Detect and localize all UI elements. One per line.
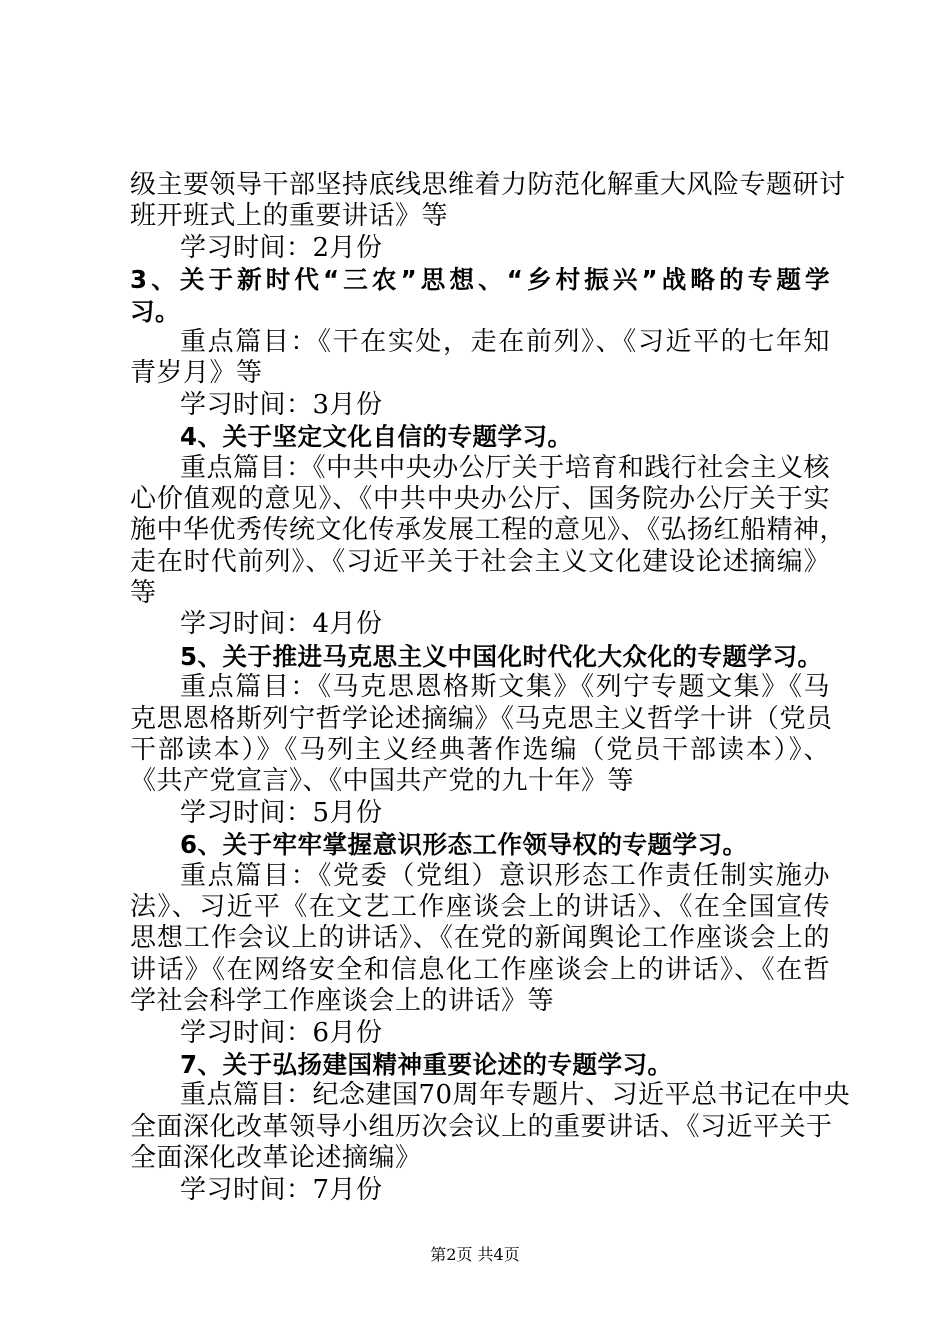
section-heading-line: 4、关于坚定文化自信的专题学习。 xyxy=(180,422,573,452)
text-line: 学习时间：7月份 xyxy=(180,1174,383,1205)
text-line: 思想工作会议上的讲话》、《在党的新闻舆论工作座谈会上的 xyxy=(130,923,830,954)
text-line: 学社会科学工作座谈会上的讲话》等 xyxy=(130,986,555,1017)
text-line: 等 xyxy=(130,578,157,609)
text-line: 讲话》《在网络安全和信息化工作座谈会上的讲话》、《在哲 xyxy=(130,954,830,985)
text-line: 级主要领导干部坚持底线思维着力防范化解重大风险专题研讨 xyxy=(130,170,846,200)
text-line: 《共产党宣言》、《中国共产党的九十年》等 xyxy=(130,766,635,797)
text-line: 学习时间：6月份 xyxy=(180,1017,383,1048)
text-line: 学习时间：4月份 xyxy=(180,609,383,640)
text-line: 干部读本）》《马列主义经典著作选编（党员干部读本）》、 xyxy=(130,735,830,766)
text-line: 走在时代前列》、《习近平关于社会主义文化建设论述摘编》 xyxy=(130,546,830,577)
text-line: 法》、习近平《在文艺工作座谈会上的讲话》、《在全国宣传 xyxy=(130,891,830,922)
text-line: 学习时间：2月份 xyxy=(180,232,383,263)
document-body xyxy=(130,170,851,1206)
page-footer: 第2页 共4页 xyxy=(430,1245,520,1264)
text-line: 重点篇目：《干在实处，走在前列》、《习近平的七年知 xyxy=(180,326,830,357)
text-line: 重点篇目：纪念建国70周年专题片、习近平总书记在中央 xyxy=(180,1080,851,1111)
section-heading-line: 6、关于牢牢掌握意识形态工作领导权的专题学习。 xyxy=(180,830,748,860)
text-line: 班开班式上的重要讲话》等 xyxy=(130,201,449,232)
text-line: 全面深化改革论述摘编》 xyxy=(130,1143,422,1174)
text-line: 学习时间：5月份 xyxy=(180,797,383,828)
section-heading-line: 7、关于弘扬建国精神重要论述的专题学习。 xyxy=(180,1049,673,1079)
text-line: 青岁月》等 xyxy=(130,358,263,389)
text-line: 重点篇目：《马克思恩格斯文集》《列宁专题文集》《马 xyxy=(180,672,830,703)
text-line: 重点篇目：《党委（党组）意识形态工作责任制实施办 xyxy=(180,860,830,891)
text-line: 学习时间：3月份 xyxy=(180,389,383,420)
section-heading-line: 5、关于推进马克思主义中国化时代化大众化的专题学习。 xyxy=(180,641,823,671)
text-line: 全面深化改革领导小组历次会议上的重要讲话、《习近平关于 xyxy=(130,1111,833,1142)
text-line: 重点篇目：《中共中央办公厅关于培育和践行社会主义核 xyxy=(180,452,830,483)
section-heading-line: 习。 xyxy=(130,296,180,326)
text-line: 心价值观的意见》、《中共中央办公厅、国务院办公厅关于实 xyxy=(130,483,830,514)
section-heading-line: 3、关于新时代“三农”思想、“乡村振兴”战略的专题学 xyxy=(130,265,830,295)
text-line: 克思恩格斯列宁哲学论述摘编》《马克思主义哲学十讲（党员 xyxy=(130,703,833,734)
text-line: 施中华优秀传统文化传承发展工程的意见》、《弘扬红船精神， xyxy=(130,515,847,546)
